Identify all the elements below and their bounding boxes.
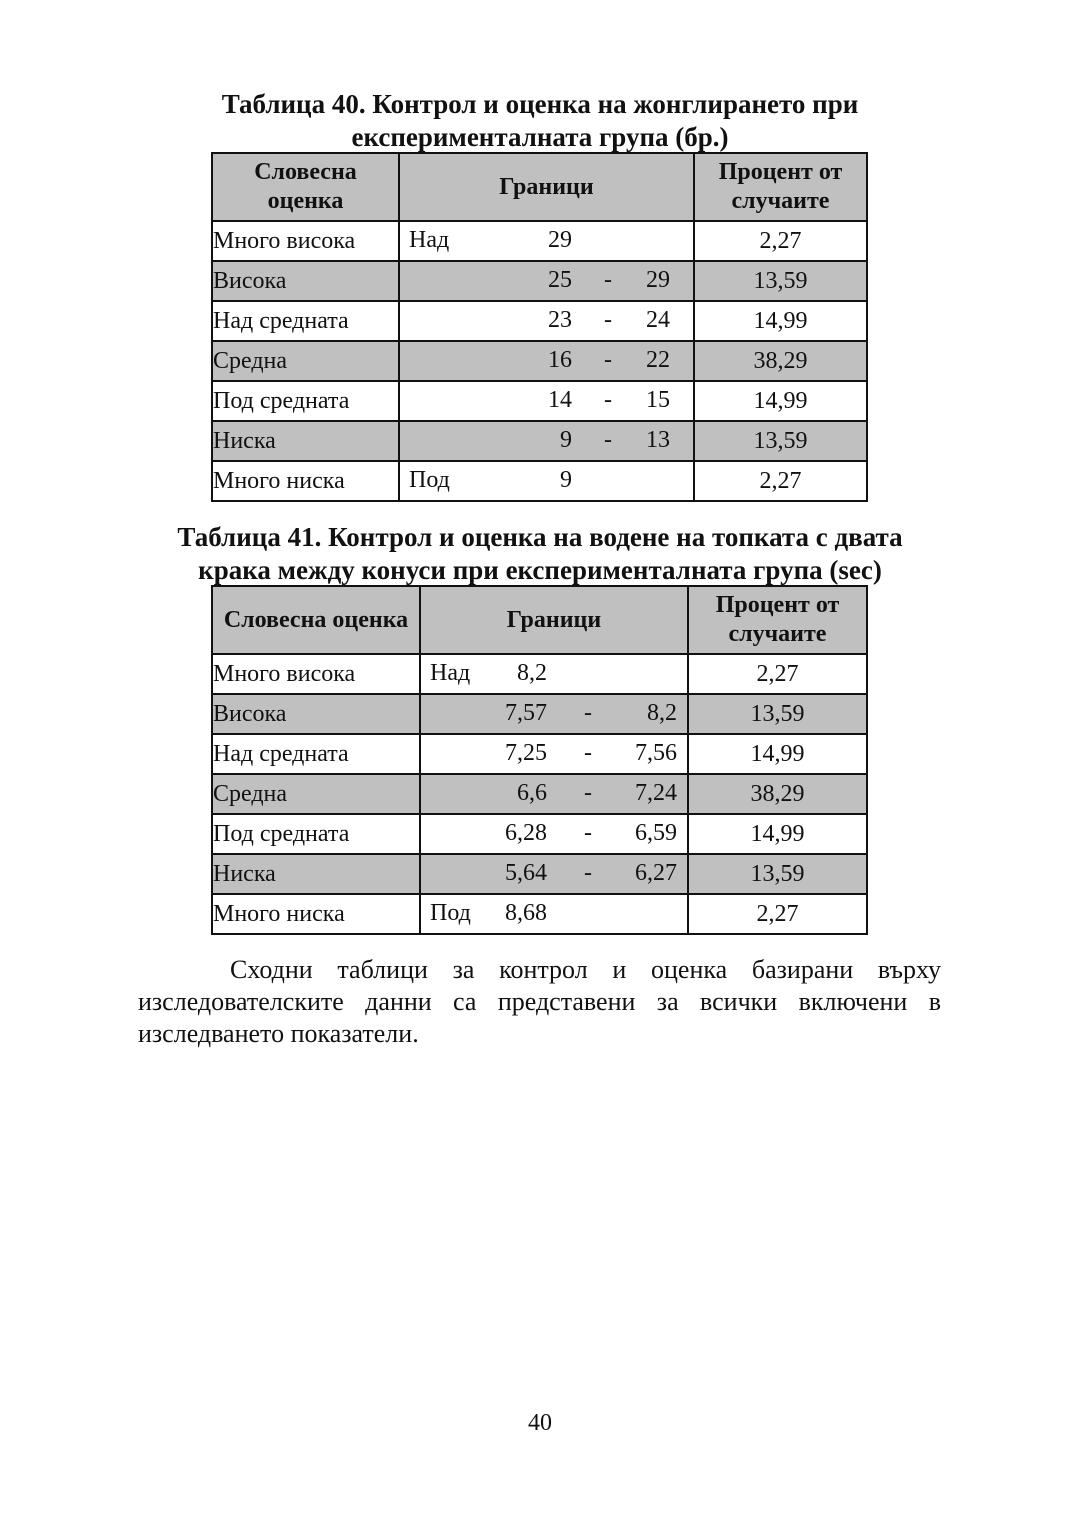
table-row <box>212 654 867 694</box>
table-row <box>212 894 867 934</box>
bound-high: 13 <box>646 427 670 453</box>
table-row <box>212 421 867 461</box>
rating-cell: Под средната <box>212 381 399 421</box>
header-bounds: Граници <box>420 586 688 654</box>
table-row <box>212 814 867 854</box>
bounds-cell <box>420 894 688 934</box>
table-row <box>212 734 867 774</box>
rating-cell: Много ниска <box>212 894 420 934</box>
percent-cell: 13,59 <box>694 261 867 301</box>
bounds-cell <box>399 341 694 381</box>
table-41 <box>211 585 868 935</box>
bound-prefix: Под <box>430 900 471 926</box>
bounds-cell <box>399 261 694 301</box>
table-40-caption-line-2: експерименталната група (бр.) <box>351 122 729 152</box>
percent-cell: 2,27 <box>694 221 867 261</box>
bound-separator: - <box>584 700 592 726</box>
table-40 <box>211 152 868 502</box>
percent-cell: 38,29 <box>694 341 867 381</box>
bounds-cell <box>420 694 688 734</box>
percent-cell: 14,99 <box>688 734 867 774</box>
bound-prefix: Над <box>409 227 450 253</box>
bound-separator: - <box>584 860 592 886</box>
bounds-cell <box>420 774 688 814</box>
bound-low: 6,6 <box>517 780 547 806</box>
bound-high: 7,56 <box>635 740 677 766</box>
table-header-row <box>212 586 867 654</box>
paragraph-line-1: Сходни таблици за контрол и оценка базирани върху <box>230 955 941 984</box>
bound-high: 8,2 <box>647 700 677 726</box>
percent-cell: 14,99 <box>688 814 867 854</box>
bound-separator: - <box>584 780 592 806</box>
table-row <box>212 381 867 421</box>
bound-low: 16 <box>548 347 572 373</box>
bound-separator: - <box>604 307 612 333</box>
table-header-row <box>212 153 867 221</box>
rating-cell: Висока <box>212 261 399 301</box>
bound-separator: - <box>584 740 592 766</box>
bound-low: 8,2 <box>517 660 547 686</box>
percent-cell: 13,59 <box>688 694 867 734</box>
header-rating: Словесна оценка <box>212 153 399 221</box>
percent-cell: 2,27 <box>688 894 867 934</box>
percent-cell: 2,27 <box>688 654 867 694</box>
rating-cell: Средна <box>212 341 399 381</box>
bounds-cell <box>420 854 688 894</box>
table-row <box>212 854 867 894</box>
bound-low: 25 <box>548 267 572 293</box>
bound-separator: - <box>604 267 612 293</box>
table-40-body <box>212 221 867 501</box>
bound-high: 6,27 <box>635 860 677 886</box>
percent-cell: 13,59 <box>694 421 867 461</box>
table-41-caption-line-1: Таблица 41. Контрол и оценка на водене на топката с двата <box>177 522 903 552</box>
rating-cell: Средна <box>212 774 420 814</box>
paragraph-line-2: изследователските данни са представени за всички включени в <box>138 987 941 1016</box>
bound-low: 6,28 <box>505 820 547 846</box>
table-41-caption-line-2: крака между конуси при експерименталната група (sec) <box>198 555 882 585</box>
rating-cell: Над средната <box>212 301 399 341</box>
bound-low: 9 <box>560 427 572 453</box>
page-number: 40 <box>528 1410 552 1436</box>
header-percent: Процент от случаите <box>688 586 867 654</box>
bound-low: 5,64 <box>505 860 547 886</box>
bounds-cell <box>420 814 688 854</box>
bounds-cell <box>399 461 694 501</box>
table-row <box>212 221 867 261</box>
bound-prefix: Под <box>409 467 450 493</box>
table-40-caption-line-1: Таблица 40. Контрол и оценка на жонглирането при <box>221 89 859 119</box>
bound-low: 7,25 <box>505 740 547 766</box>
rating-cell: Под средната <box>212 814 420 854</box>
header-bounds: Граници <box>399 153 694 221</box>
table-row <box>212 774 867 814</box>
bound-separator: - <box>604 387 612 413</box>
table-row <box>212 461 867 501</box>
table-row <box>212 694 867 734</box>
table-40-caption <box>0 88 1080 154</box>
table-row <box>212 301 867 341</box>
rating-cell: Много ниска <box>212 461 399 501</box>
bound-high: 15 <box>646 387 670 413</box>
bounds-cell <box>399 381 694 421</box>
bound-high: 7,24 <box>635 780 677 806</box>
bound-high: 24 <box>646 307 670 333</box>
bound-separator: - <box>604 427 612 453</box>
bound-separator: - <box>604 347 612 373</box>
percent-cell: 13,59 <box>688 854 867 894</box>
bound-high: 29 <box>646 267 670 293</box>
bound-low: 9 <box>560 467 572 493</box>
table-row <box>212 341 867 381</box>
rating-cell: Ниска <box>212 854 420 894</box>
header-percent: Процент от случаите <box>694 153 867 221</box>
table-41-body <box>212 654 867 934</box>
percent-cell: 14,99 <box>694 301 867 341</box>
bound-low: 8,68 <box>505 900 547 926</box>
bound-low: 7,57 <box>505 700 547 726</box>
bounds-cell <box>420 734 688 774</box>
body-paragraph <box>138 954 941 1050</box>
bounds-cell <box>399 301 694 341</box>
rating-cell: Над средната <box>212 734 420 774</box>
table-row <box>212 261 867 301</box>
table-41-caption <box>0 521 1080 587</box>
rating-cell: Ниска <box>212 421 399 461</box>
bounds-cell <box>420 654 688 694</box>
bound-separator: - <box>584 820 592 846</box>
bounds-cell <box>399 421 694 461</box>
rating-cell: Много висока <box>212 654 420 694</box>
percent-cell: 2,27 <box>694 461 867 501</box>
bound-high: 22 <box>646 347 670 373</box>
percent-cell: 38,29 <box>688 774 867 814</box>
bound-low: 23 <box>548 307 572 333</box>
bound-low: 29 <box>548 227 572 253</box>
rating-cell: Много висока <box>212 221 399 261</box>
paragraph-line-3: изследването показатели. <box>138 1019 419 1048</box>
bounds-cell <box>399 221 694 261</box>
percent-cell: 14,99 <box>694 381 867 421</box>
bound-high: 6,59 <box>635 820 677 846</box>
rating-cell: Висока <box>212 694 420 734</box>
bound-prefix: Над <box>430 660 471 686</box>
bound-low: 14 <box>548 387 572 413</box>
header-rating: Словесна оценка <box>212 586 420 654</box>
